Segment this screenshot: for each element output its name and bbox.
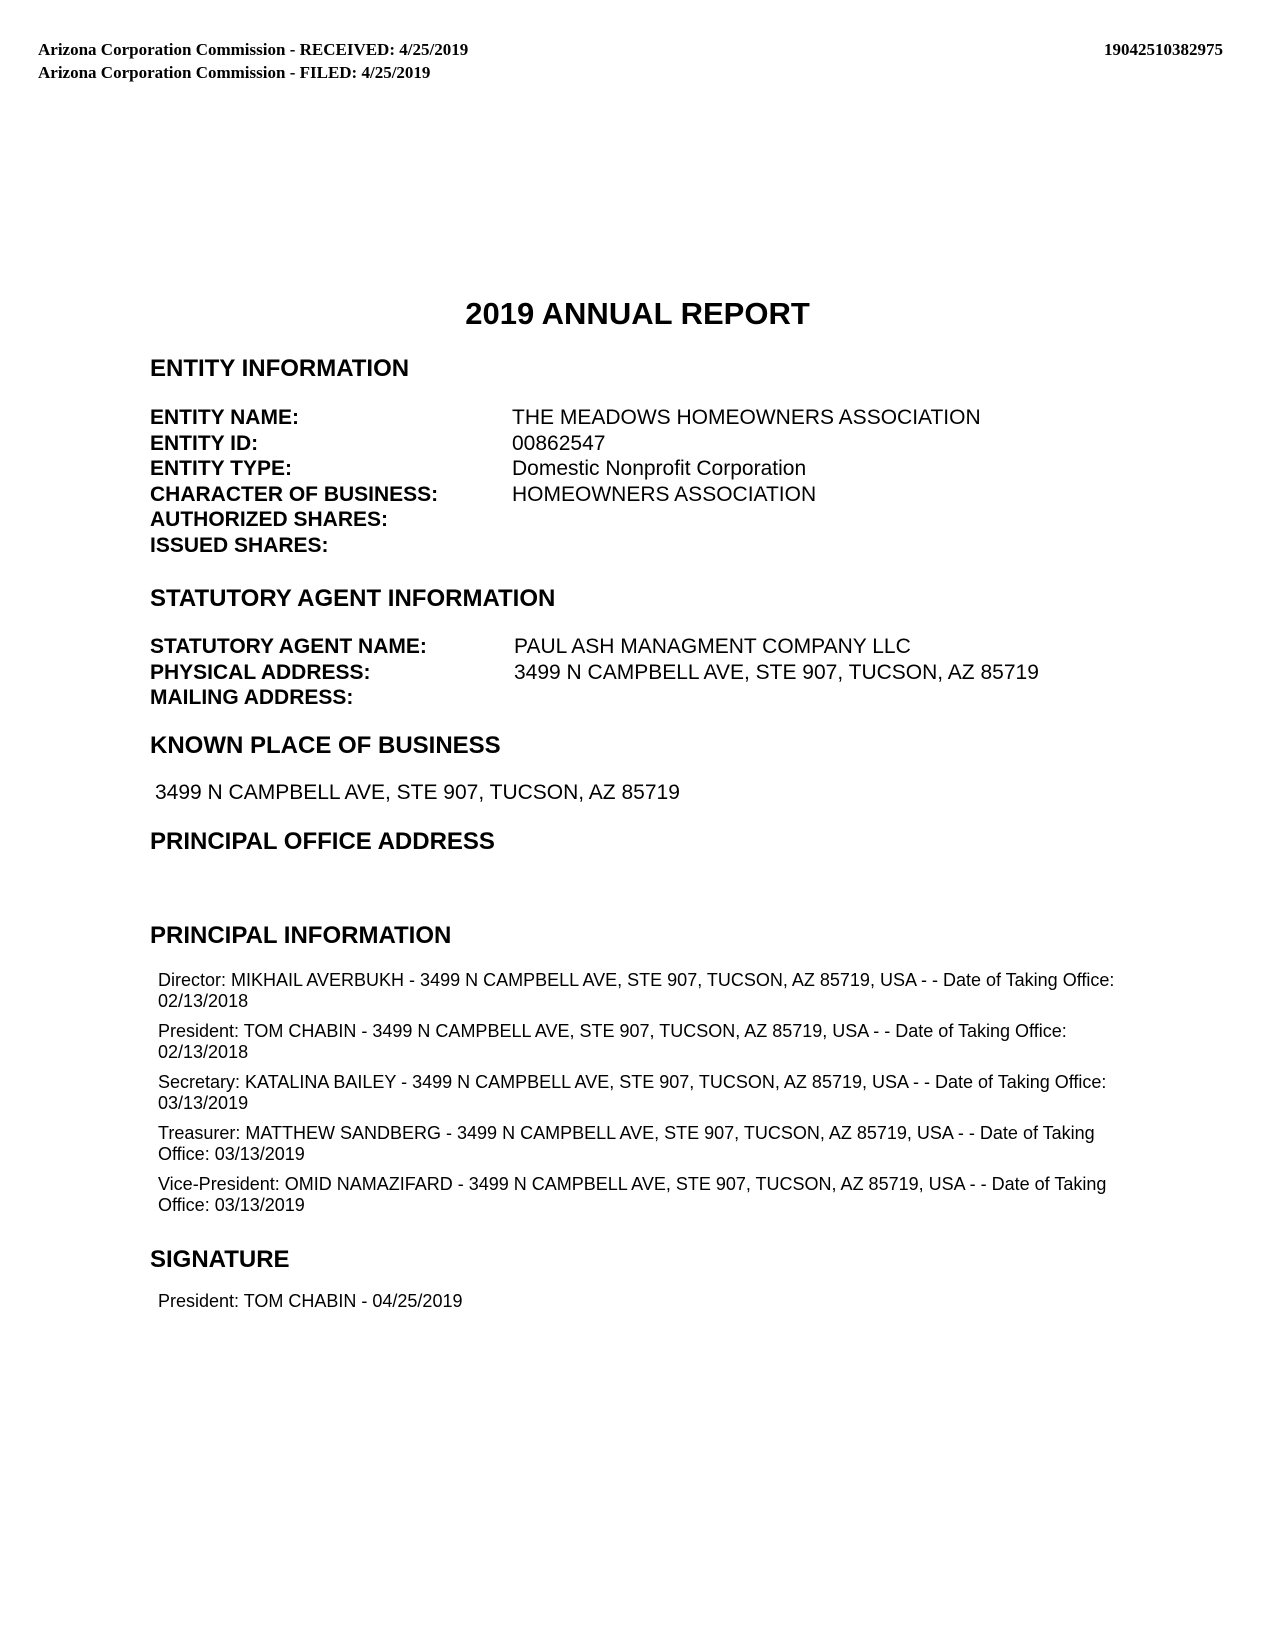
signature-line: President: TOM CHABIN - 04/25/2019 <box>158 1291 463 1311</box>
known-place-of-business-address: 3499 N CAMPBELL AVE, STE 907, TUCSON, AZ 85719 <box>155 781 680 804</box>
entity-id-row <box>150 431 981 457</box>
statutory-agent-heading: STATUTORY AGENT INFORMATION <box>150 585 556 612</box>
entity-information-heading: ENTITY INFORMATION <box>150 355 410 382</box>
entity-name-row <box>150 405 981 431</box>
statutory-agent-table <box>150 634 1039 711</box>
document-number: 19042510382975 <box>1104 40 1223 59</box>
field-label: STATUTORY AGENT NAME: <box>150 635 427 658</box>
received-line: Arizona Corporation Commission - RECEIVED: 4/25/2019 <box>38 40 469 59</box>
principal-office-address-heading: PRINCIPAL OFFICE ADDRESS <box>150 828 495 855</box>
filed-line: Arizona Corporation Commission - FILED: 4/25/2019 <box>38 63 431 82</box>
principal-information-heading: PRINCIPAL INFORMATION <box>150 922 452 949</box>
field-value: Domestic Nonprofit Corporation <box>512 457 807 480</box>
filing-stamp <box>38 38 468 84</box>
field-label: CHARACTER OF BUSINESS: <box>150 482 439 506</box>
issued-shares-row <box>150 533 981 559</box>
page-title: 2019 ANNUAL REPORT <box>465 296 810 331</box>
character-of-business-row <box>150 482 981 508</box>
principal-entry-vice-president: Vice-President: OMID NAMAZIFARD - 3499 N CAMPBELL AVE, STE 907, TUCSON, AZ 85719, USA - - Date of Taking Office: 03/13/2019 <box>158 1174 1107 1215</box>
mailing-address-row <box>150 685 1039 711</box>
principal-entry-president: President: TOM CHABIN - 3499 N CAMPBELL AVE, STE 907, TUCSON, AZ 85719, USA - - Date of Taking Office: 02/13/2018 <box>158 1021 1067 1062</box>
field-label: ISSUED SHARES: <box>150 533 329 557</box>
field-label: AUTHORIZED SHARES: <box>150 508 389 531</box>
field-label: ENTITY NAME: <box>150 406 299 429</box>
field-value: 00862547 <box>512 431 606 455</box>
signature-heading: SIGNATURE <box>150 1246 290 1273</box>
principal-entry-director: Director: MIKHAIL AVERBUKH - 3499 N CAMPBELL AVE, STE 907, TUCSON, AZ 85719, USA - - Date of Taking Office: 02/13/2018 <box>158 970 1115 1011</box>
field-label: ENTITY TYPE: <box>150 457 292 480</box>
authorized-shares-row <box>150 507 981 533</box>
entity-information-table <box>150 405 981 558</box>
field-label: MAILING ADDRESS: <box>150 686 354 709</box>
statutory-agent-name-row <box>150 634 1039 660</box>
principal-list <box>158 970 1118 1225</box>
field-value: HOMEOWNERS ASSOCIATION <box>512 482 817 506</box>
field-value: PAUL ASH MANAGMENT COMPANY LLC <box>514 635 911 658</box>
entity-type-row <box>150 456 981 482</box>
physical-address-row <box>150 660 1039 686</box>
principal-entry-secretary: Secretary: KATALINA BAILEY - 3499 N CAMPBELL AVE, STE 907, TUCSON, AZ 85719, USA - - Date of Taking Office: 03/13/2019 <box>158 1072 1107 1113</box>
field-value: 3499 N CAMPBELL AVE, STE 907, TUCSON, AZ 85719 <box>514 660 1039 684</box>
principal-entry-treasurer: Treasurer: MATTHEW SANDBERG - 3499 N CAMPBELL AVE, STE 907, TUCSON, AZ 85719, USA - - Date of Taking Office: 03/13/2019 <box>158 1123 1095 1164</box>
known-place-of-business-heading: KNOWN PLACE OF BUSINESS <box>150 732 501 759</box>
field-label: PHYSICAL ADDRESS: <box>150 660 371 684</box>
field-value: THE MEADOWS HOMEOWNERS ASSOCIATION <box>512 406 981 429</box>
field-label: ENTITY ID: <box>150 431 259 455</box>
